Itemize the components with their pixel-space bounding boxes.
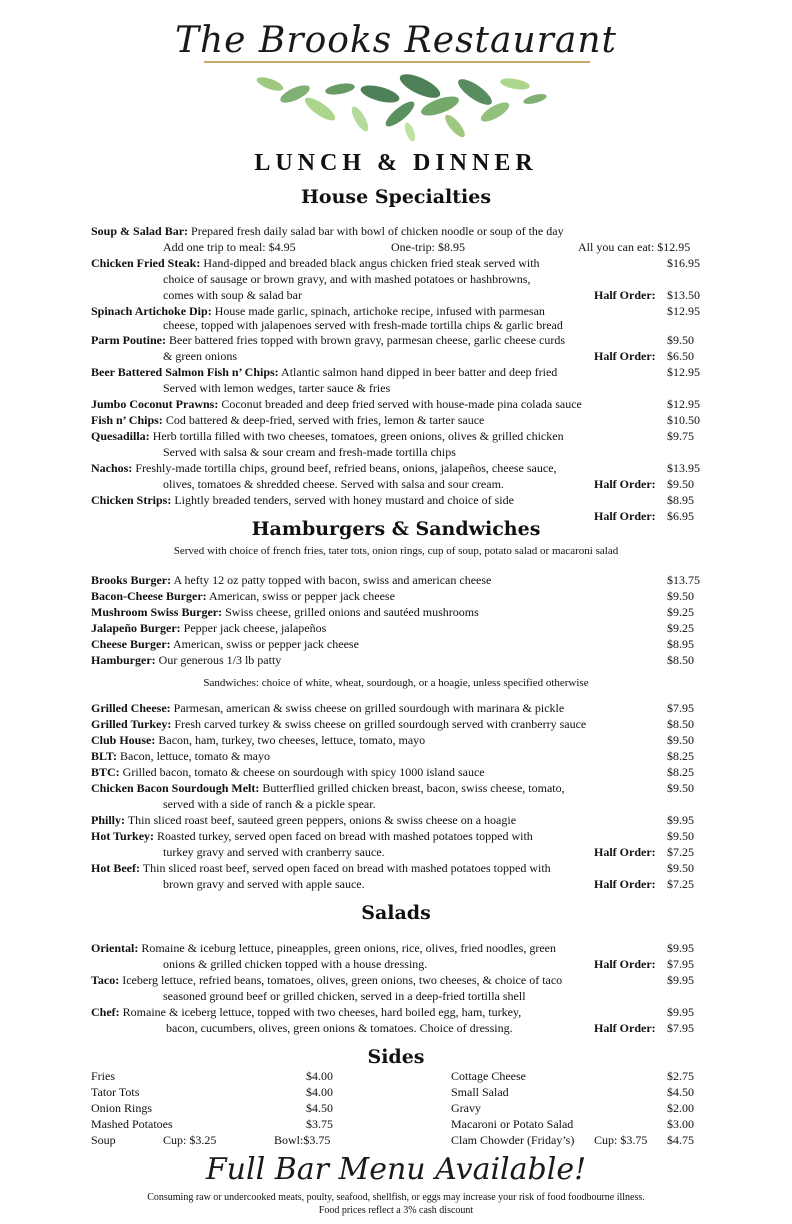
item-price: $13.95 xyxy=(667,461,700,475)
menu-item-quesadilla: Quesadilla: Herb tortilla filled with two cheeses, tomatoes, green onions, olives & grilled chicken xyxy=(91,429,564,443)
item-price: $9.50 xyxy=(667,781,694,795)
menu-item-hot-turkey: Hot Turkey: Roasted turkey, served open faced on bread with mashed potatoes topped with xyxy=(91,829,533,843)
side-item-name: Clam Chowder (Friday’s) xyxy=(451,1133,575,1147)
side-item-price: $3.00 xyxy=(667,1117,694,1131)
item-price: $9.75 xyxy=(667,429,694,443)
item-description: choice of sausage or brown gravy, and with mashed potatoes or hashbrowns, xyxy=(163,272,531,286)
menu-item-club-house: Club House: Bacon, ham, turkey, two cheeses, lettuce, tomato, mayo xyxy=(91,733,426,747)
item-price: $8.50 xyxy=(667,717,694,731)
side-item-name: Gravy xyxy=(451,1101,481,1115)
side-item-price: $4.50 xyxy=(667,1085,694,1099)
item-description: onions & grilled chicken topped with a house dressing. xyxy=(163,957,428,971)
item-price: $12.95 xyxy=(667,397,700,411)
section-title-hamburgers-sandwiches: Hamburgers & Sandwiches xyxy=(251,518,541,540)
item-price: $10.50 xyxy=(667,413,700,427)
item-description: seasoned ground beef or grilled chicken, served in a deep-fried tortilla shell xyxy=(163,989,526,1003)
restaurant-name: The Brooks Restaurant xyxy=(174,20,617,61)
menu-item-nachos: Nachos: Freshly-made tortilla chips, ground beef, refried beans, onions, jalapeños, cheese sauce, xyxy=(91,461,557,475)
item-description: olives, tomatoes & shredded cheese. Served with salsa and sour cream. xyxy=(163,477,504,491)
half-order-price: $7.95 xyxy=(667,957,694,971)
menu-item-coconut-prawns: Jumbo Coconut Prawns: Coconut breaded and deep fried served with house-made pina colada sauce xyxy=(91,397,582,411)
all-you-can-eat-price: All you can eat: $12.95 xyxy=(578,240,691,254)
side-item-price: $4.50 xyxy=(306,1101,333,1115)
item-price: $9.95 xyxy=(667,973,694,987)
menu-item-chicken-bacon-sourdough-melt: Chicken Bacon Sourdough Melt: Butterflied grilled chicken breast, bacon, swiss cheese, tomato, xyxy=(91,781,565,795)
item-price: $9.50 xyxy=(667,829,694,843)
side-item-name: Small Salad xyxy=(451,1085,509,1099)
item-price: $9.50 xyxy=(667,589,694,603)
half-order-label: Half Order: xyxy=(594,845,656,859)
half-order-price: $6.95 xyxy=(667,509,694,523)
full-bar-banner: Full Bar Menu Available! xyxy=(205,1152,587,1187)
half-order-label: Half Order: xyxy=(594,288,656,302)
half-order-price: $7.25 xyxy=(667,877,694,891)
cash-discount-note: Food prices reflect a 3% cash discount xyxy=(318,1205,474,1216)
item-price: $9.95 xyxy=(667,941,694,955)
menu-item-parm-poutine: Parm Poutine: Beer battered fries topped with brown gravy, parmesan cheese, garlic cheese curds xyxy=(91,333,566,347)
menu-item-soup-salad-bar: Soup & Salad Bar: Prepared fresh daily salad bar with bowl of chicken noodle or soup of the day xyxy=(91,224,564,238)
one-trip-price: One-trip: $8.95 xyxy=(391,240,465,254)
half-order-label: Half Order: xyxy=(594,509,656,523)
item-description: cheese, topped with jalapenoes served with fresh-made tortilla chips & garlic bread xyxy=(163,318,563,332)
menu-item-hamburger: Hamburger: Our generous 1/3 lb patty xyxy=(91,653,282,667)
item-description: comes with soup & salad bar xyxy=(163,288,302,302)
menu-item-chicken-strips: Chicken Strips: Lightly breaded tenders, served with honey mustard and choice of side xyxy=(91,493,514,507)
item-description: bacon, cucumbers, olives, green onions & tomatoes. Choice of dressing. xyxy=(166,1021,513,1035)
item-description: Served with salsa & sour cream and fresh-made tortilla chips xyxy=(163,445,456,459)
item-description: turkey gravy and served with cranberry sauce. xyxy=(163,845,385,859)
menu-title: LUNCH & DINNER xyxy=(254,150,538,176)
item-price: $16.95 xyxy=(667,256,700,270)
leaf-garland-icon xyxy=(240,64,555,144)
sandwich-bread-note: Sandwiches: choice of white, wheat, sourdough, or a hoagie, unless specified otherwise xyxy=(203,677,589,689)
menu-item-salmon-fish-chips: Beer Battered Salmon Fish n’ Chips: Atlantic salmon hand dipped in beer batter and deep fried xyxy=(91,365,558,379)
side-item-price: $4.00 xyxy=(306,1069,333,1083)
item-price: $9.25 xyxy=(667,621,694,635)
half-order-price: $7.25 xyxy=(667,845,694,859)
menu-item-chef-salad: Chef: Romaine & iceberg lettuce, topped with two cheeses, hard boiled egg, ham, turkey, xyxy=(91,1005,522,1019)
half-order-label: Half Order: xyxy=(594,349,656,363)
menu-item-philly: Philly: Thin sliced roast beef, sauteed green peppers, onions & swiss cheese on a hoagie xyxy=(91,813,517,827)
half-order-price: $9.50 xyxy=(667,477,694,491)
side-item-price: $4.00 xyxy=(306,1085,333,1099)
item-price: $9.25 xyxy=(667,605,694,619)
menu-item-bacon-cheese-burger: Bacon-Cheese Burger: American, swiss or pepper jack cheese xyxy=(91,589,395,603)
section-title-sides: Sides xyxy=(367,1046,425,1068)
menu-item-cheese-burger: Cheese Burger: American, swiss or pepper jack cheese xyxy=(91,637,359,651)
item-price: $8.25 xyxy=(667,765,694,779)
item-price: $9.50 xyxy=(667,333,694,347)
item-price: $8.95 xyxy=(667,493,694,507)
half-order-price: $6.50 xyxy=(667,349,694,363)
food-safety-disclaimer: Consuming raw or undercooked meats, poulty, seafood, shellfish, or eggs may increase your risk of food foodbourne illness. xyxy=(147,1192,645,1203)
add-trip-price: Add one trip to meal: $4.95 xyxy=(163,240,296,254)
item-description: Served with lemon wedges, tarter sauce & fries xyxy=(163,381,391,395)
half-order-label: Half Order: xyxy=(594,877,656,891)
side-item-name: Tator Tots xyxy=(91,1085,140,1099)
side-item-name: Fries xyxy=(91,1069,115,1083)
half-order-price: $7.95 xyxy=(667,1021,694,1035)
menu-item-fish-chips: Fish n’ Chips: Cod battered & deep-fried, served with fries, lemon & tarter sauce xyxy=(91,413,485,427)
item-price: $12.95 xyxy=(667,365,700,379)
item-price: $8.50 xyxy=(667,653,694,667)
item-price: $9.50 xyxy=(667,733,694,747)
side-item-name: Cottage Cheese xyxy=(451,1069,526,1083)
item-description: served with a side of ranch & a pickle spear. xyxy=(163,797,376,811)
half-order-price: $13.50 xyxy=(667,288,700,302)
side-item-name: Macaroni or Potato Salad xyxy=(451,1117,574,1131)
side-item-price: $3.75 xyxy=(306,1117,333,1131)
menu-item-jalapeno-burger: Jalapeño Burger: Pepper jack cheese, jalapeños xyxy=(91,621,327,635)
menu-item-blt: BLT: Bacon, lettuce, tomato & mayo xyxy=(91,749,270,763)
item-price: $9.95 xyxy=(667,1005,694,1019)
menu-item-grilled-cheese: Grilled Cheese: Parmesan, american & swiss cheese on grilled sourdough with marinara & pickle xyxy=(91,701,565,715)
section-title-house-specialties: House Specialties xyxy=(300,186,492,208)
side-item-bowl-price: Bowl:$3.75 xyxy=(274,1133,331,1147)
menu-item-hot-beef: Hot Beef: Thin sliced roast beef, served open faced on bread with mashed potatoes topped with xyxy=(91,861,551,875)
item-price: $9.95 xyxy=(667,813,694,827)
side-item-cup-price: Cup: $3.25 xyxy=(163,1133,217,1147)
half-order-label: Half Order: xyxy=(594,477,656,491)
item-description: & green onions xyxy=(163,349,237,363)
menu-item-brooks-burger: Brooks Burger: A hefty 12 oz patty topped with bacon, swiss and american cheese xyxy=(91,573,492,587)
side-item-price: $2.00 xyxy=(667,1101,694,1115)
side-item-name: Mashed Potatoes xyxy=(91,1117,173,1131)
item-price: $9.50 xyxy=(667,861,694,875)
item-price: $13.75 xyxy=(667,573,700,587)
item-description: brown gravy and served with apple sauce. xyxy=(163,877,365,891)
menu-item-spinach-artichoke-dip: Spinach Artichoke Dip: House made garlic, spinach, artichoke recipe, infused with parmesan xyxy=(91,304,545,318)
side-item-cup-price: Cup: $3.75 xyxy=(594,1133,648,1147)
burger-sides-note: Served with choice of french fries, tater tots, onion rings, cup of soup, potato salad or macaroni salad xyxy=(173,545,619,557)
header-divider xyxy=(204,61,590,63)
side-item-price: $2.75 xyxy=(667,1069,694,1083)
half-order-label: Half Order: xyxy=(594,1021,656,1035)
menu-item-mushroom-swiss-burger: Mushroom Swiss Burger: Swiss cheese, grilled onions and sautéed mushrooms xyxy=(91,605,479,619)
side-item-name: Onion Rings xyxy=(91,1101,153,1115)
menu-item-btc: BTC: Grilled bacon, tomato & cheese on sourdough with spicy 1000 island sauce xyxy=(91,765,485,779)
menu-item-taco-salad: Taco: Iceberg lettuce, refried beans, tomatoes, olives, green onions, two cheeses, & choice of taco xyxy=(91,973,563,987)
menu-item-grilled-turkey: Grilled Turkey: Fresh carved turkey & swiss cheese on grilled sourdough served with cranberry sauce xyxy=(91,717,587,731)
menu-item-oriental-salad: Oriental: Romaine & iceburg lettuce, pineapples, green onions, rice, olives, fried noodles, green xyxy=(91,941,556,955)
section-title-salads: Salads xyxy=(361,902,431,924)
item-price: $12.95 xyxy=(667,304,700,318)
side-item-name: Soup xyxy=(91,1133,116,1147)
item-price: $8.95 xyxy=(667,637,694,651)
item-price: $7.95 xyxy=(667,701,694,715)
menu-item-chicken-fried-steak: Chicken Fried Steak: Hand-dipped and breaded black angus chicken fried steak served with xyxy=(91,256,540,270)
half-order-label: Half Order: xyxy=(594,957,656,971)
item-price: $8.25 xyxy=(667,749,694,763)
side-item-price: $4.75 xyxy=(667,1133,694,1147)
